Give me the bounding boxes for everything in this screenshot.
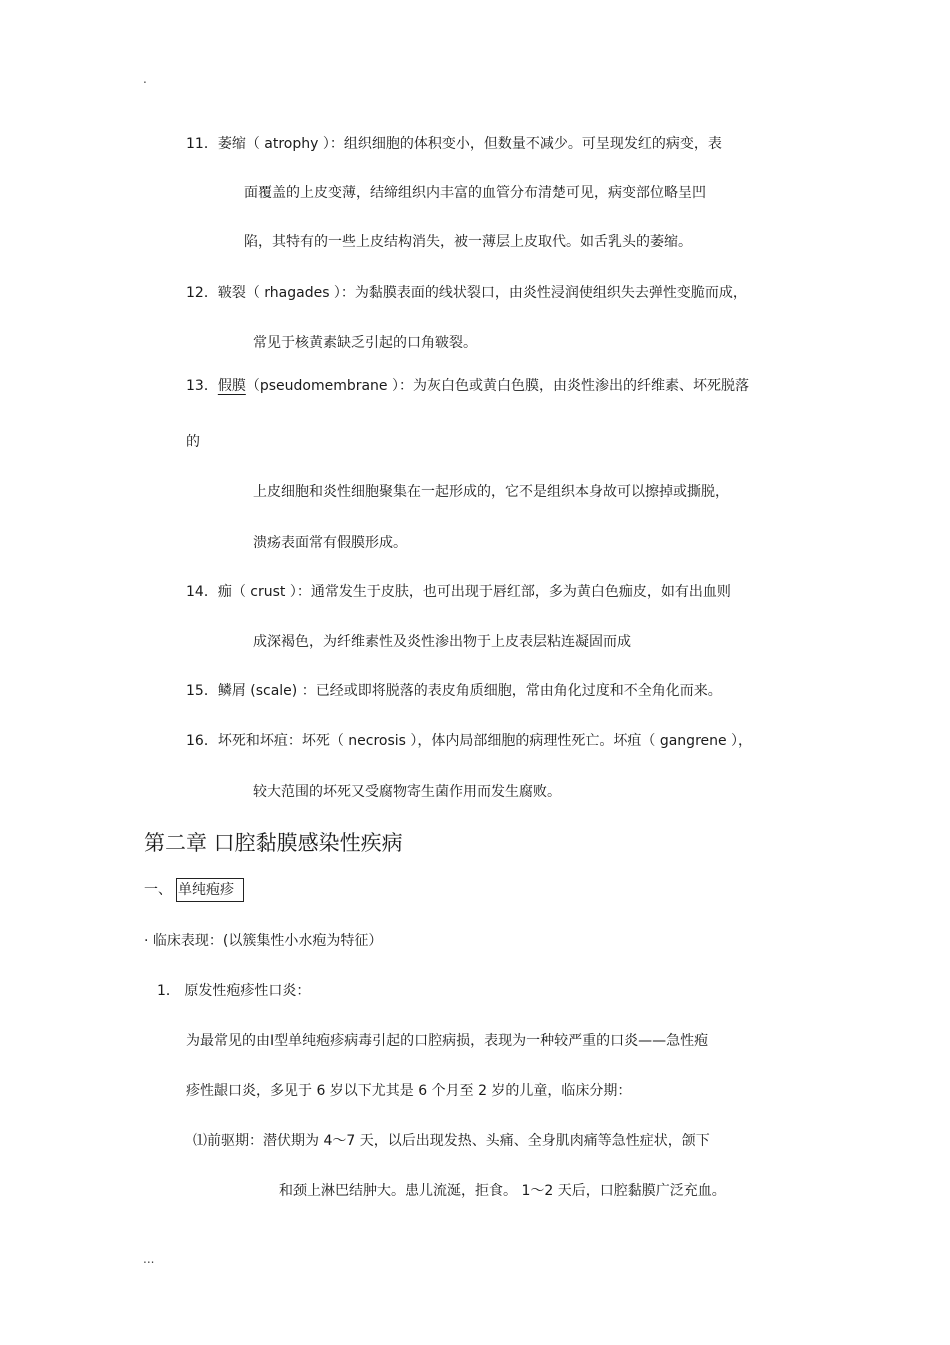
item-1-paragraph-line1: 为最常见的由Ⅰ型单纯疱疹病毒引起的口腔病损，表现为一种较严重的口炎——急性疱 [186, 1033, 709, 1049]
section-1-prefix: 一、 [144, 882, 172, 898]
chapter-heading: 第二章 口腔黏膜感染性疾病 [144, 831, 403, 855]
term-14-crust-line2: 成深褐色，为纤维素性及炎性渗出物于上皮表层粘连凝固而成 [253, 634, 631, 650]
item-1-heading: 1． 原发性疱疹性口炎： [157, 983, 311, 999]
term-13-pseudomembrane-line4: 溃疡表面常有假膜形成。 [253, 535, 407, 551]
term-11-atrophy-line1: 11．萎缩（ atrophy ）：组织细胞的体积变小，但数量不减少。可呈现发红的病变，表 [186, 136, 722, 152]
term-14-crust-line1: 14．痂（ crust ）：通常发生于皮肤，也可出现于唇红部，多为黄白色痂皮，如有出血则 [186, 584, 731, 600]
term-13-pseudomembrane-line2: 的 [186, 434, 200, 450]
term-13-pseudomembrane-line3: 上皮细胞和炎性细胞聚集在一起形成的，它不是组织本身故可以擦掉或撕脱， [253, 484, 729, 500]
clinical-features-line: · 临床表现：(以簇集性小水疱为特征） [144, 933, 383, 949]
page-top-mark: . [143, 72, 147, 86]
page-bottom-mark: ... [143, 1252, 155, 1266]
stage-prodromal-line1: ⑴前驱期：潜伏期为 4～7 天，以后出现发热、头痛、全身肌肉痛等急性症状，颌下 [193, 1133, 710, 1149]
term-13-definition: （pseudomembrane ）：为灰白色或黄白色膜，由炎性渗出的纤维素、坏死脱落 [245, 378, 749, 394]
term-16-necrosis-line2: 较大范围的坏死又受腐物寄生菌作用而发生腐败。 [253, 784, 561, 800]
term-16-necrosis-line1: 16．坏死和坏疽：坏死（ necrosis ），体内局部细胞的病理性死亡。坏疽（ gangrene ）， [186, 733, 753, 749]
item-1-paragraph-line2: 疹性龈口炎，多见于 6 岁以下尤其是 6 个月至 2 岁的儿童，临床分期： [186, 1083, 632, 1099]
section-1-heading [144, 880, 244, 900]
section-1-title-box: 单纯疱疹 [176, 878, 244, 902]
term-13-number: 13． [186, 378, 218, 394]
term-15-scale-line: 15．鳞屑 (scale) ：已经或即将脱落的表皮角质细胞，常由角化过度和不全角化而来。 [186, 683, 722, 699]
stage-prodromal-line2: 和颈上淋巴结肿大。患儿流涎，拒食。 1～2 天后，口腔黏膜广泛充血。 [279, 1183, 726, 1199]
term-11-atrophy-line2: 面覆盖的上皮变薄，结缔组织内丰富的血管分布清楚可见，病变部位略呈凹 [244, 185, 706, 201]
term-11-atrophy-line3: 陷，其特有的一些上皮结构消失，被一薄层上皮取代。如舌乳头的萎缩。 [244, 234, 692, 250]
term-13-pseudomembrane-line1 [186, 376, 749, 396]
term-12-rhagades-line2: 常见于核黄素缺乏引起的口角皲裂。 [253, 335, 477, 351]
term-12-rhagades-line1: 12．皲裂（ rhagades ）：为黏膜表面的线状裂口，由炎性浸润使组织失去弹性变脆而成， [186, 285, 747, 301]
term-13-keyword: 假膜 [217, 378, 246, 394]
